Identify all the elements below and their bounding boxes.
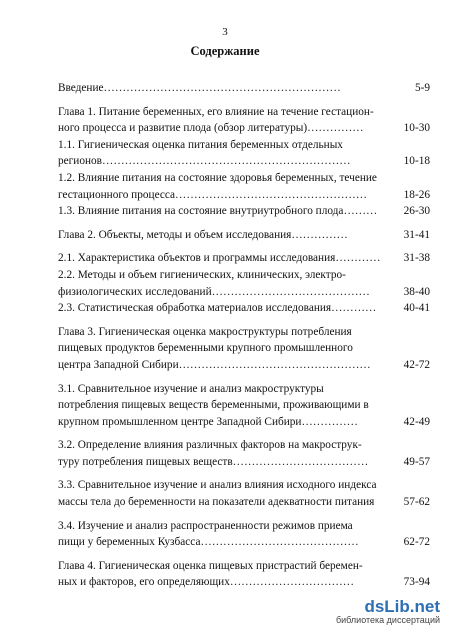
- toc-entry: [58, 250, 430, 267]
- toc-entry: [58, 381, 430, 431]
- toc-entry: [58, 227, 430, 244]
- toc-entry-line: 3.4. Изучение и анализ распространенности режимов приема: [58, 519, 353, 532]
- toc-entry-pages: 57-62: [403, 496, 430, 509]
- watermark-subtitle: библиотека диссертаций: [335, 615, 440, 625]
- toc-entry: [58, 203, 430, 220]
- toc-entry-pages: 26-30: [403, 205, 430, 218]
- toc-entry: [58, 170, 430, 203]
- toc-entry-line: Глава 1. Питание беременных, его влияние на течение гестацион-: [58, 105, 374, 118]
- toc-entry: [58, 80, 430, 97]
- toc-entry-line: Глава 3. Гигиеническая оценка макроструктуры потребления: [58, 325, 352, 338]
- toc-entry-line: Введение………………………………………………………: [58, 82, 341, 94]
- toc-entry-line: туру потребления пищевых веществ………………………………: [58, 455, 369, 468]
- toc-entry: [58, 437, 430, 470]
- toc-entry-line: массы тела до беременности на показатели адекватности питания: [58, 496, 375, 509]
- toc-entry-pages: 18-26: [403, 188, 430, 201]
- toc-entry-pages: 42-72: [403, 358, 430, 371]
- toc-entry-line: 2.3. Статистическая обработка материалов исследования…………: [58, 302, 377, 315]
- toc-entry-line: потребления пищевых веществ беременными, проживающими в: [58, 399, 369, 412]
- toc-entry-pages: 62-72: [403, 536, 430, 549]
- toc-entry: [58, 477, 430, 510]
- toc-entry: [58, 104, 430, 137]
- toc-entry-pages: 42-49: [403, 415, 430, 428]
- toc-entry-line: пищевых продуктов беременными крупного промышленного: [58, 342, 353, 355]
- toc-entry-pages: 5-9: [414, 82, 430, 94]
- toc-entry-line: пищи у беременных Кузбасса……………………………………: [58, 536, 359, 549]
- toc-entry-pages: 10-30: [403, 122, 430, 135]
- toc-entry-pages: 73-94: [403, 576, 430, 589]
- toc-entry-line: 1.3. Влияние питания на состояние внутриутробного плода………: [58, 205, 378, 218]
- toc-entry-line: 3.2. Определение влияния различных факторов на макрострук-: [58, 439, 362, 452]
- toc-entry-line: Глава 4. Гигиеническая оценка пищевых пристрастий беремен-: [58, 559, 363, 572]
- toc-entry-pages: 31-38: [403, 252, 430, 265]
- page-title: Содержание: [190, 44, 260, 58]
- toc-entry-pages: 31-41: [403, 228, 430, 241]
- toc-entry-line: Глава 2. Объекты, методы и объем исследования……………: [58, 228, 348, 241]
- toc-entry: [58, 267, 430, 300]
- toc-entry-line: гестационного процесса……………………………………………: [58, 188, 368, 201]
- toc-entry-line: 3.3. Сравнительное изучение и анализ влияния исходного индекса: [58, 479, 377, 492]
- toc-entry-pages: 38-40: [403, 285, 430, 298]
- toc-entry-line: ного процесса и развитие плода (обзор литературы)……………: [58, 122, 364, 135]
- watermark-logo: dsLib.net: [364, 597, 440, 616]
- toc-entry: [58, 137, 430, 170]
- toc-entry-line: 3.1. Сравнительное изучение и анализ макроструктуры: [58, 382, 324, 395]
- toc-entry-line: физиологических исследований……………………………………: [58, 285, 370, 298]
- toc-entry-line: 2.2. Методы и объем гигиенических, клинических, электро-: [58, 268, 346, 281]
- toc-entry-pages: 40-41: [403, 302, 430, 315]
- toc-entry-line: 2.1. Характеристика объектов и программы исследования…………: [58, 252, 381, 265]
- toc-entry-pages: 10-18: [403, 155, 430, 168]
- toc-entry: [58, 324, 430, 374]
- toc-entry-line: крупном промышленном центре Западной Сибири……………: [58, 415, 358, 428]
- toc-entry-line: ных и факторов, его определяющих……………………………: [58, 576, 355, 589]
- toc-entry: [58, 300, 430, 317]
- toc-entry: [58, 518, 430, 551]
- toc-entry-line: 1.2. Влияние питания на состояние здоровья беременных, течение: [58, 171, 377, 184]
- toc-entry-line: 1.1. Гигиеническая оценка питания беременных отдельных: [58, 138, 343, 151]
- toc-entry-pages: 49-57: [403, 455, 430, 468]
- table-of-contents: [58, 80, 430, 591]
- watermark: [336, 597, 440, 625]
- toc-entry: [58, 558, 430, 591]
- toc-entry-line: регионов…………………………………………………………: [58, 155, 351, 168]
- toc-entry-line: центра Западной Сибири……………………………………………: [58, 358, 371, 371]
- page-number: 3: [222, 26, 228, 38]
